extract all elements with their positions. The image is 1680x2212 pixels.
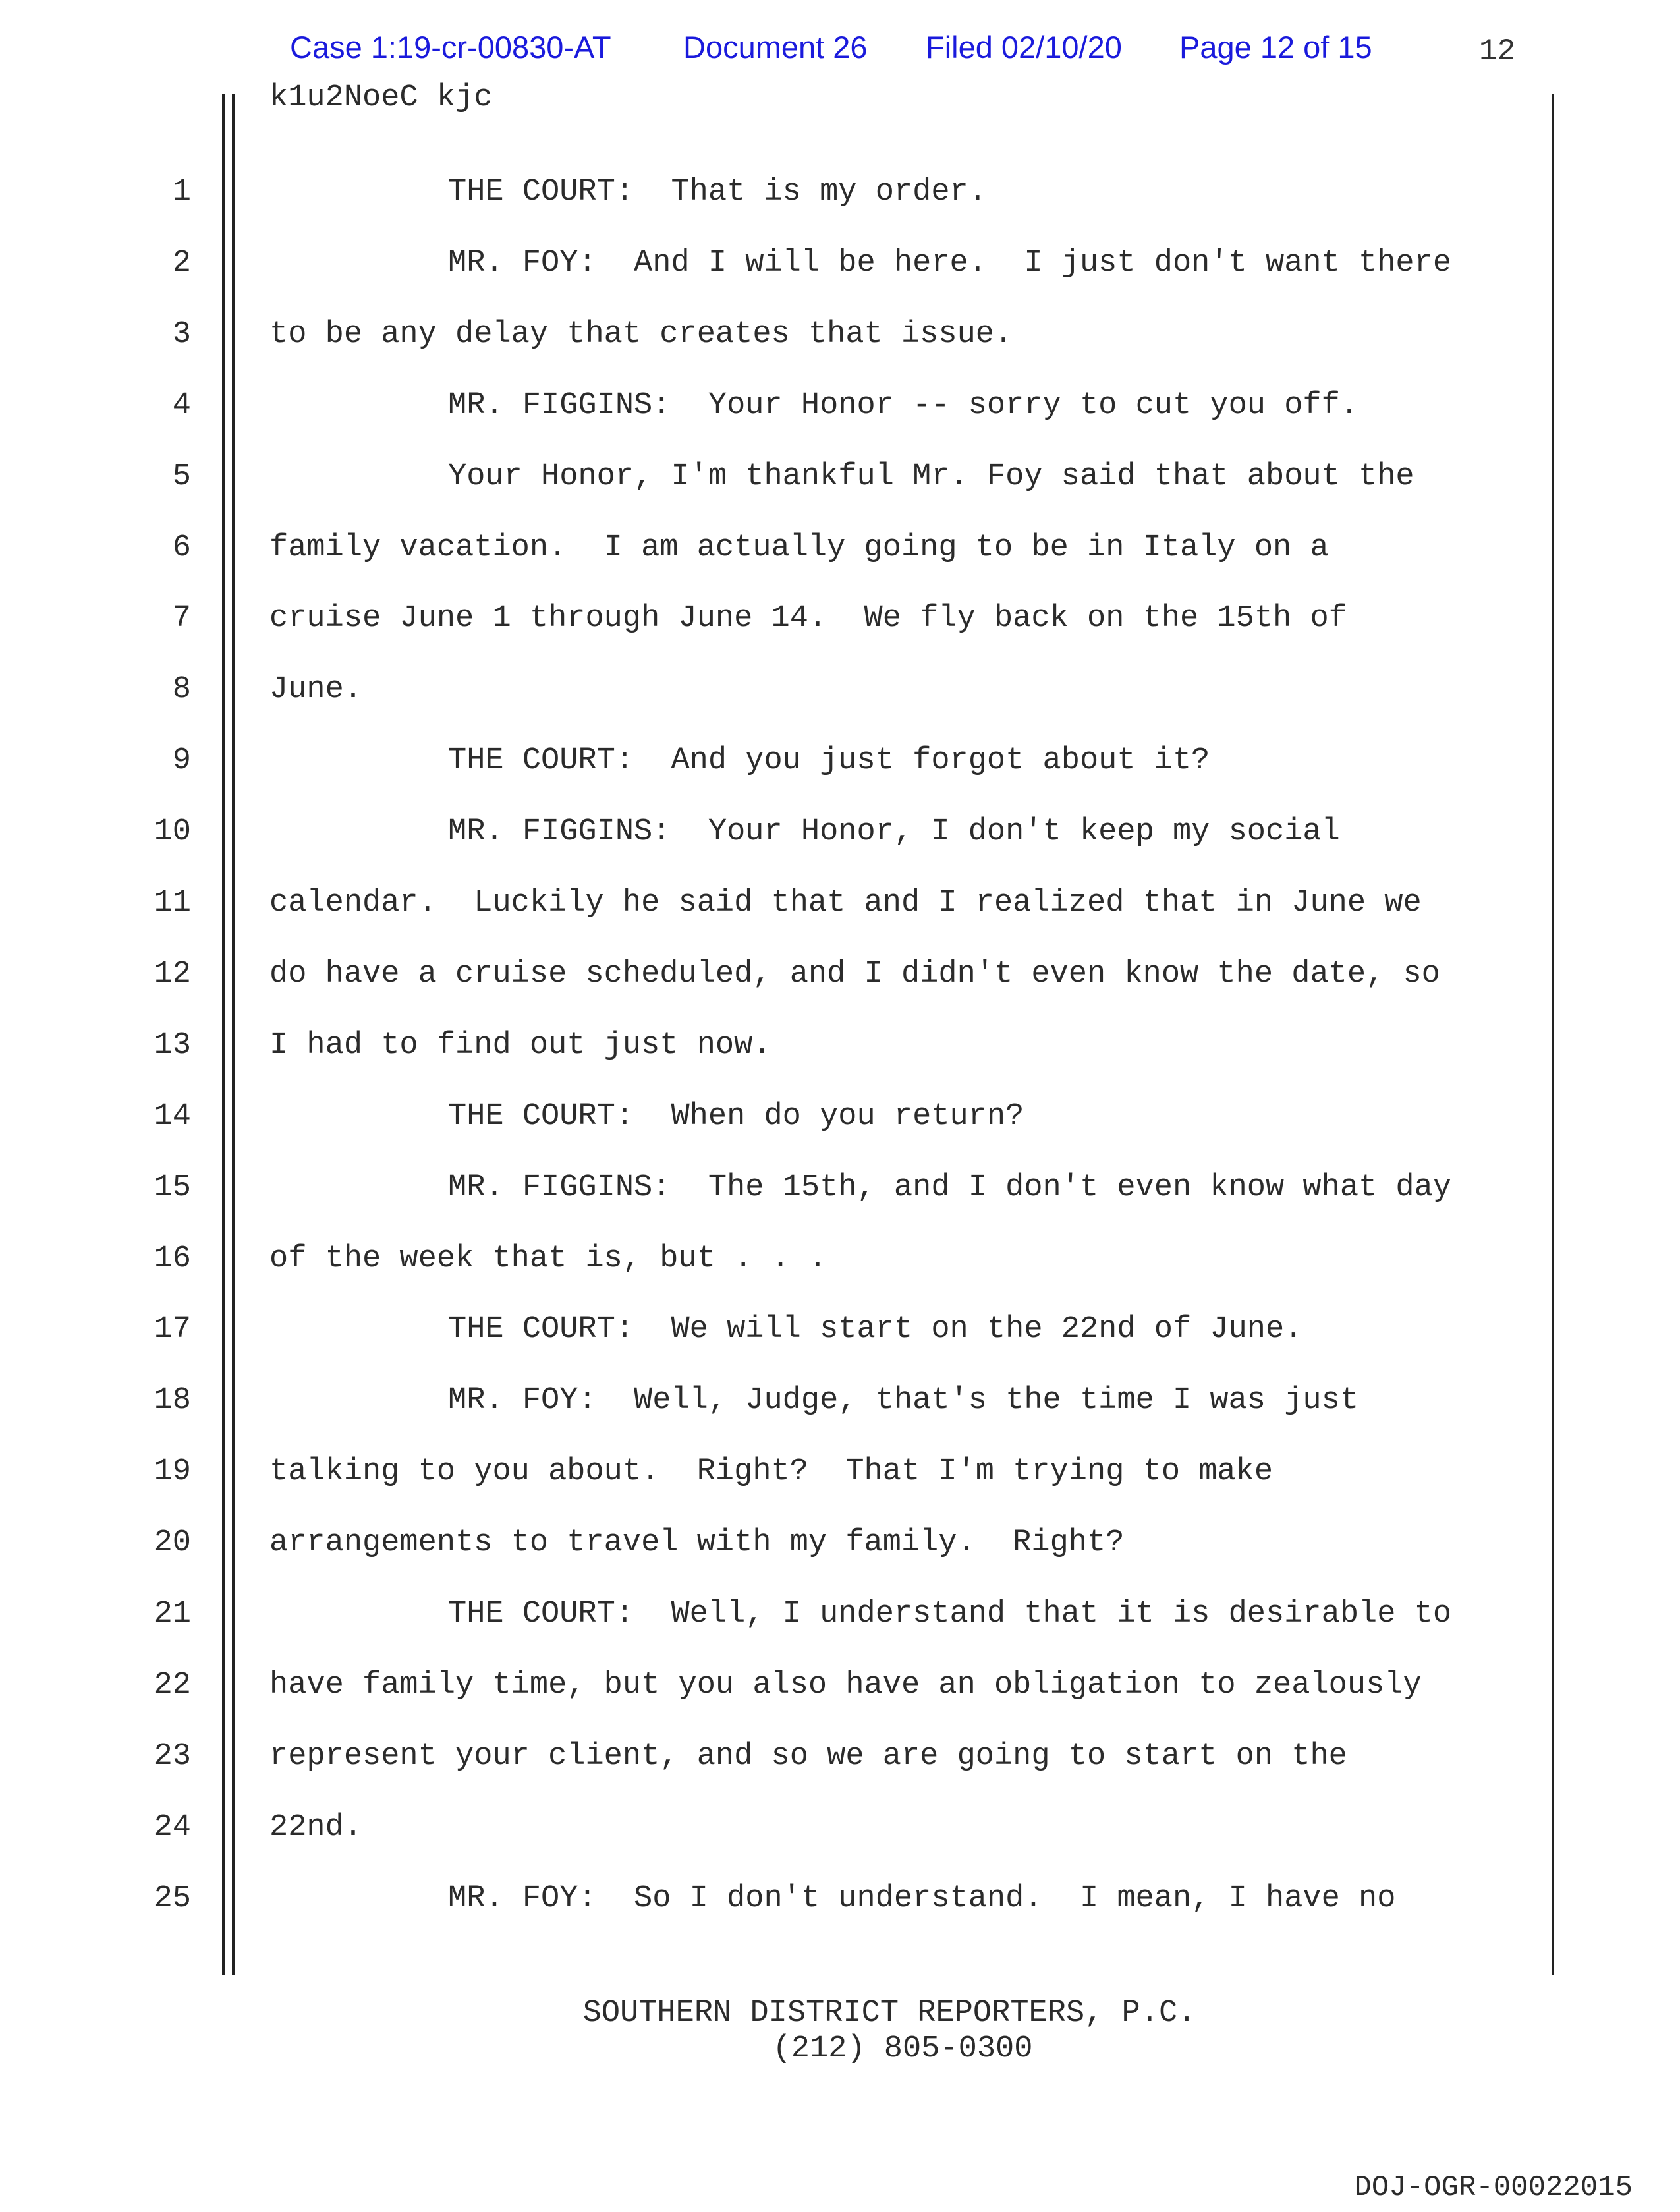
- line-number: 4: [172, 388, 191, 423]
- line-number: 3: [172, 317, 191, 352]
- line-number: 17: [154, 1312, 191, 1347]
- line-text: MR. FIGGINS: Your Honor -- sorry to cut you off.: [448, 388, 1359, 423]
- transcript-line: [0, 530, 1680, 570]
- transcript-line: [0, 388, 1680, 428]
- transcript-line: [0, 1028, 1680, 1067]
- line-text: family vacation. I am actually going to be in Italy on a: [269, 530, 1329, 565]
- line-text: of the week that is, but . . .: [269, 1241, 827, 1276]
- line-number: 9: [172, 743, 191, 778]
- reporter-firm: SOUTHERN DISTRICT REPORTERS, P.C.: [582, 1996, 1196, 2031]
- transcript-line: [0, 175, 1680, 214]
- line-number: 2: [172, 246, 191, 281]
- line-text: June.: [269, 672, 363, 707]
- document-number: Document 26: [683, 30, 868, 65]
- line-text: THE COURT: That is my order.: [448, 175, 987, 210]
- line-text: to be any delay that creates that issue.: [269, 317, 1013, 352]
- transcript-line: [0, 886, 1680, 925]
- line-text: THE COURT: We will start on the 22nd of June.: [448, 1312, 1303, 1347]
- line-number: 5: [172, 459, 191, 494]
- transcript-line: [0, 1525, 1680, 1565]
- line-number: 20: [154, 1525, 191, 1560]
- transcript-line: [0, 246, 1680, 285]
- line-text: I had to find out just now.: [269, 1028, 771, 1063]
- line-number: 7: [172, 601, 191, 636]
- transcript-line: [0, 1312, 1680, 1351]
- line-text: MR. FIGGINS: The 15th, and I don't even know what day: [448, 1170, 1452, 1205]
- case-number: Case 1:19-cr-00830-AT: [290, 30, 611, 65]
- transcript-line: [0, 1241, 1680, 1281]
- line-number: 25: [154, 1881, 191, 1916]
- transcript-line: [0, 1739, 1680, 1778]
- transcript-line: [0, 743, 1680, 783]
- line-text: talking to you about. Right? That I'm trying to make: [269, 1454, 1274, 1489]
- line-text: MR. FOY: And I will be here. I just don't want there: [448, 246, 1452, 281]
- page-of: Page 12 of 15: [1179, 30, 1372, 65]
- line-number: 23: [154, 1739, 191, 1774]
- reporter-job-id: k1u2NoeC kjc: [269, 80, 493, 115]
- line-number: 10: [154, 814, 191, 849]
- bates-number: DOJ-OGR-00022015: [1354, 2171, 1633, 2204]
- transcript-line: [0, 459, 1680, 499]
- line-text: cruise June 1 through June 14. We fly back on the 15th of: [269, 601, 1347, 636]
- line-text: THE COURT: When do you return?: [448, 1099, 1024, 1134]
- line-number: 24: [154, 1810, 191, 1845]
- transcript-line: [0, 1099, 1680, 1139]
- transcript-line: [0, 957, 1680, 996]
- line-text: THE COURT: And you just forgot about it?: [448, 743, 1210, 778]
- line-text: calendar. Luckily he said that and I realized that in June we: [269, 886, 1422, 921]
- line-text: MR. FIGGINS: Your Honor, I don't keep my social: [448, 814, 1340, 849]
- transcript-line: [0, 814, 1680, 854]
- line-number: 11: [154, 886, 191, 921]
- line-number: 18: [154, 1383, 191, 1418]
- line-text: do have a cruise scheduled, and I didn't even know the date, so: [269, 957, 1440, 992]
- line-text: MR. FOY: So I don't understand. I mean, I have no: [448, 1881, 1396, 1916]
- line-number: 13: [154, 1028, 191, 1063]
- line-number: 8: [172, 672, 191, 707]
- page-number: 12: [1479, 34, 1516, 69]
- line-number: 16: [154, 1241, 191, 1276]
- line-text: Your Honor, I'm thankful Mr. Foy said that about the: [448, 459, 1414, 494]
- line-text: arrangements to travel with my family. Right?: [269, 1525, 1125, 1560]
- line-number: 6: [172, 530, 191, 565]
- filed-date: Filed 02/10/20: [926, 30, 1122, 65]
- line-number: 14: [154, 1099, 191, 1134]
- transcript-line: [0, 1810, 1680, 1850]
- line-number: 15: [154, 1170, 191, 1205]
- transcript-line: [0, 1170, 1680, 1210]
- transcript-line: [0, 1668, 1680, 1707]
- transcript-line: [0, 1881, 1680, 1921]
- line-text: MR. FOY: Well, Judge, that's the time I was just: [448, 1383, 1359, 1418]
- line-number: 12: [154, 957, 191, 992]
- transcript-line: [0, 317, 1680, 356]
- line-text: represent your client, and so we are going to start on the: [269, 1739, 1347, 1774]
- transcript-line: [0, 1454, 1680, 1494]
- transcript-line: [0, 1597, 1680, 1636]
- line-number: 22: [154, 1668, 191, 1703]
- line-text: have family time, but you also have an obligation to zealously: [269, 1668, 1422, 1703]
- line-number: 1: [172, 175, 191, 210]
- line-text: 22nd.: [269, 1810, 363, 1845]
- line-number: 21: [154, 1597, 191, 1631]
- transcript-line: [0, 672, 1680, 712]
- transcript-line: [0, 601, 1680, 640]
- line-text: THE COURT: Well, I understand that it is desirable to: [448, 1597, 1452, 1631]
- line-number: 19: [154, 1454, 191, 1489]
- reporter-phone: (212) 805-0300: [772, 2031, 1033, 2066]
- transcript-line: [0, 1383, 1680, 1423]
